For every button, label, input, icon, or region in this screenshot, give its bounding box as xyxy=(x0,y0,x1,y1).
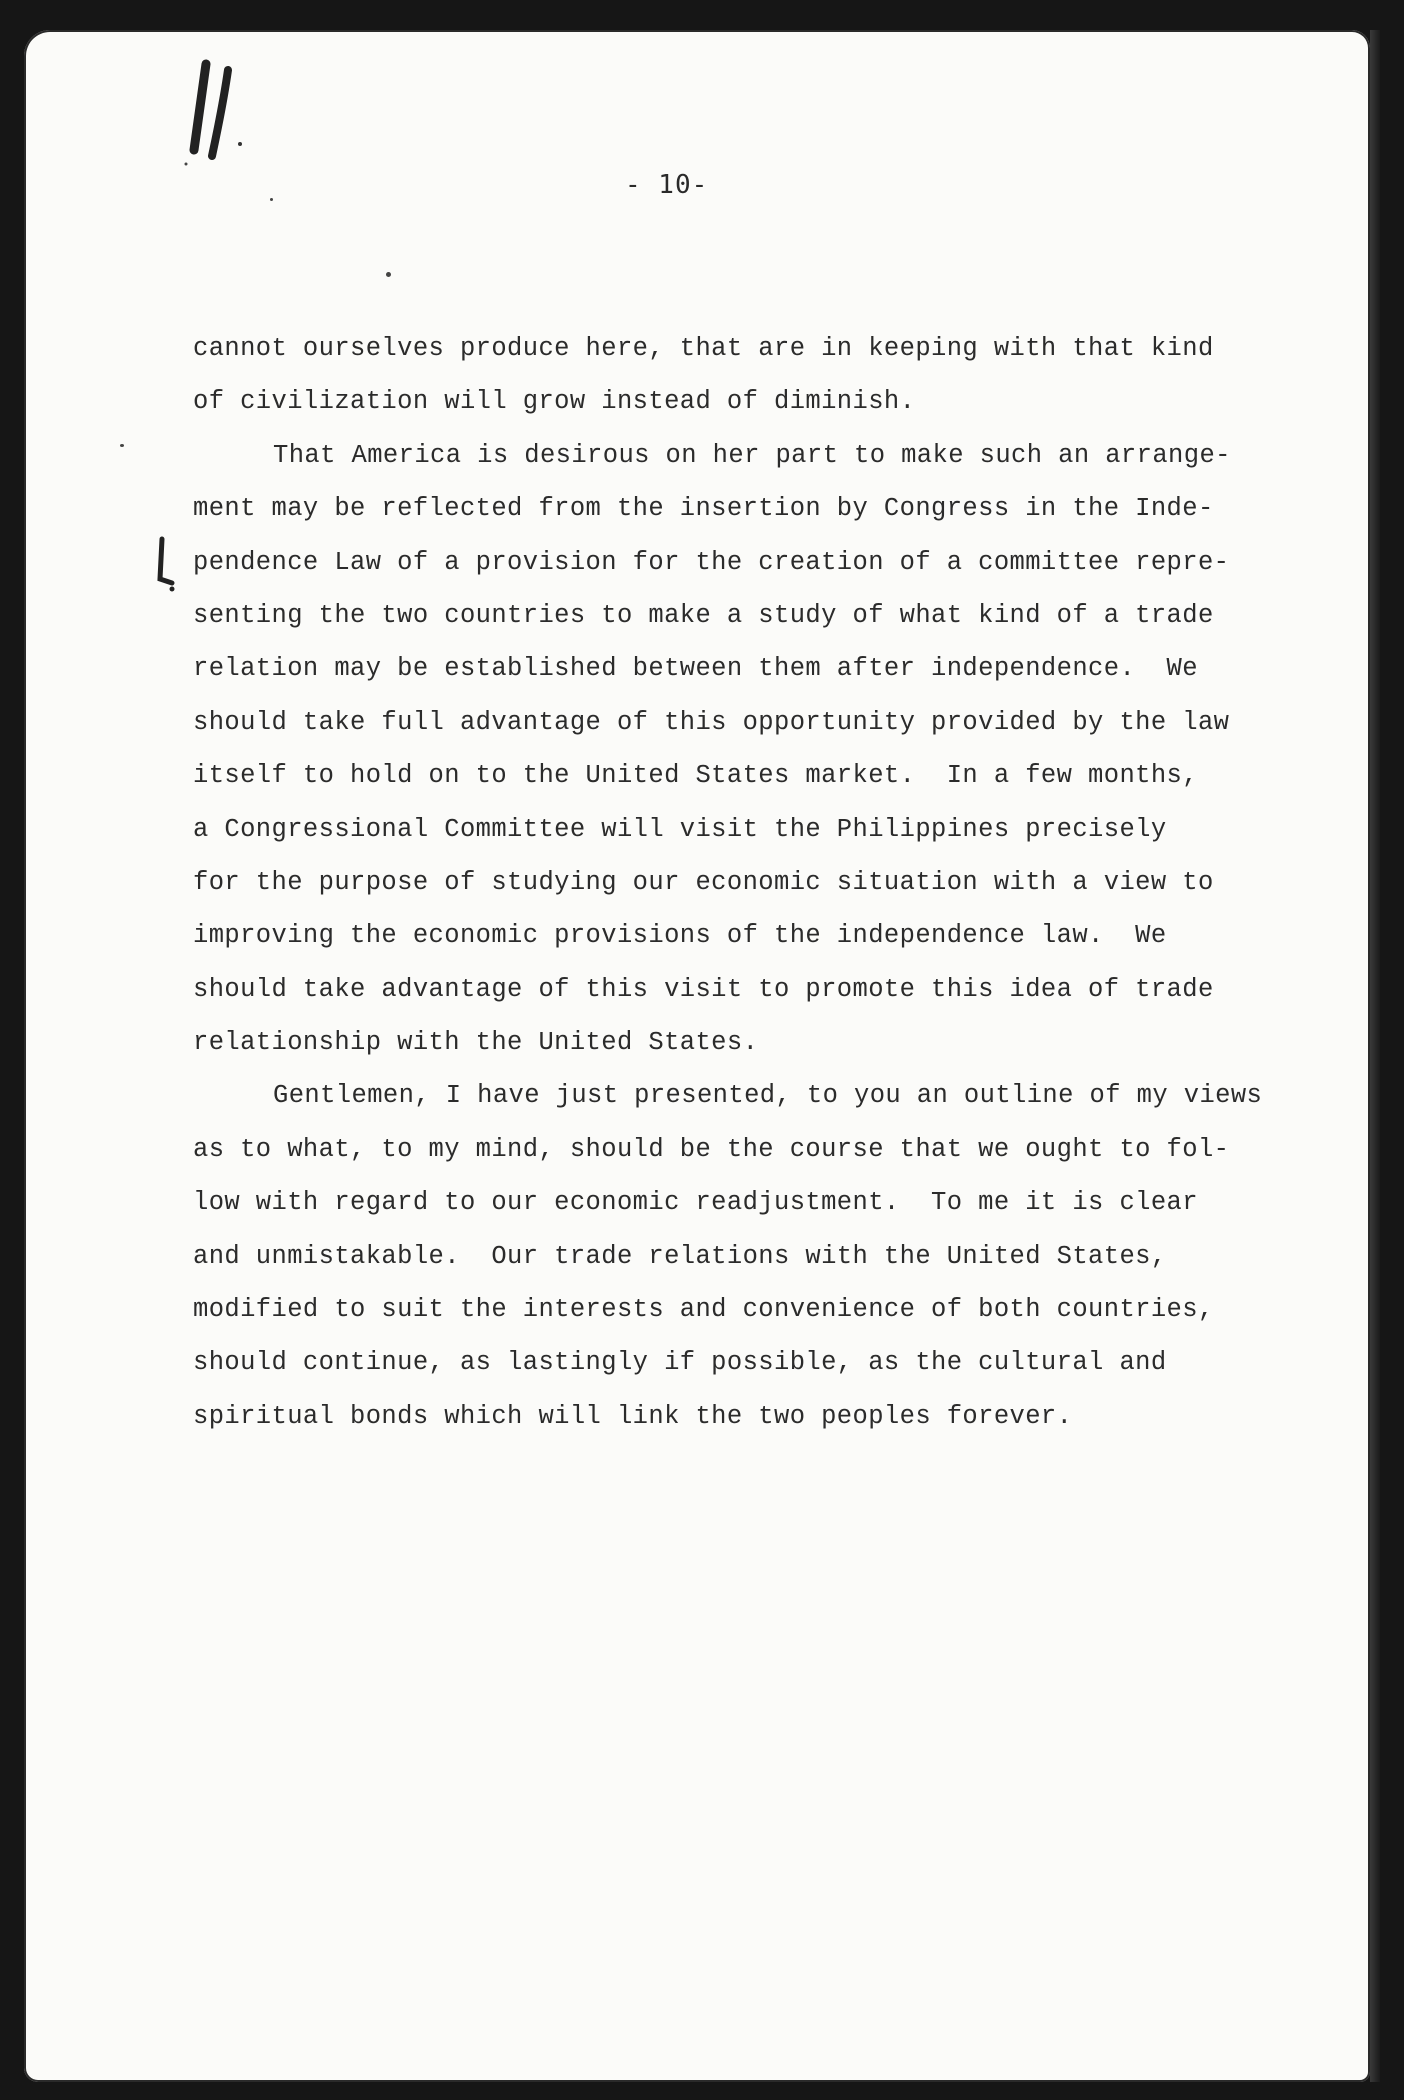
margin-bracket-mark xyxy=(150,535,178,595)
text-line: spiritual bonds which will link the two peoples forever. xyxy=(193,1401,1073,1431)
text-line: senting the two countries to make a study of what kind of a trade xyxy=(193,600,1214,630)
text-line: improving the economic provisions of the independence law. We xyxy=(193,921,1167,951)
paragraph-start-line: Gentlemen, I have just presented, to you an outline of my views xyxy=(273,1081,1263,1111)
text-line: should take full advantage of this opportunity provided by the law xyxy=(193,707,1230,737)
body-text xyxy=(193,322,1263,1443)
dust-speck xyxy=(120,444,124,447)
text-line: modified to suit the interests and convenience of both countries, xyxy=(193,1295,1214,1325)
text-line: as to what, to my mind, should be the course that we ought to fol- xyxy=(193,1134,1230,1164)
paragraph-start-line: That America is desirous on her part to make such an arrange- xyxy=(273,440,1231,470)
page-number: - 10- xyxy=(625,170,709,200)
text-line: relation may be established between them after independence. We xyxy=(193,654,1198,684)
text-line: should continue, as lastingly if possible, as the cultural and xyxy=(193,1348,1167,1378)
text-line: should take advantage of this visit to promote this idea of trade xyxy=(193,974,1214,1004)
page-edge-shadow xyxy=(1370,30,1380,2082)
text-line: relationship with the United States. xyxy=(193,1028,759,1058)
text-line: of civilization will grow instead of diminish. xyxy=(193,387,916,417)
dust-speck xyxy=(270,198,273,201)
pencil-annotation-mark xyxy=(176,52,266,172)
text-line: ment may be reflected from the insertion by Congress in the Inde- xyxy=(193,494,1214,524)
text-line: for the purpose of studying our economic situation with a view to xyxy=(193,867,1214,897)
dust-speck xyxy=(386,272,391,277)
text-line: itself to hold on to the United States market. In a few months, xyxy=(193,761,1198,791)
text-line: cannot ourselves produce here, that are in keeping with that kind xyxy=(193,334,1214,363)
text-line: low with regard to our economic readjustment. To me it is clear xyxy=(193,1188,1198,1218)
text-line: a Congressional Committee will visit the Philippines precisely xyxy=(193,814,1167,844)
text-line: and unmistakable. Our trade relations with the United States, xyxy=(193,1241,1167,1271)
text-line: pendence Law of a provision for the creation of a committee repre- xyxy=(193,547,1230,577)
